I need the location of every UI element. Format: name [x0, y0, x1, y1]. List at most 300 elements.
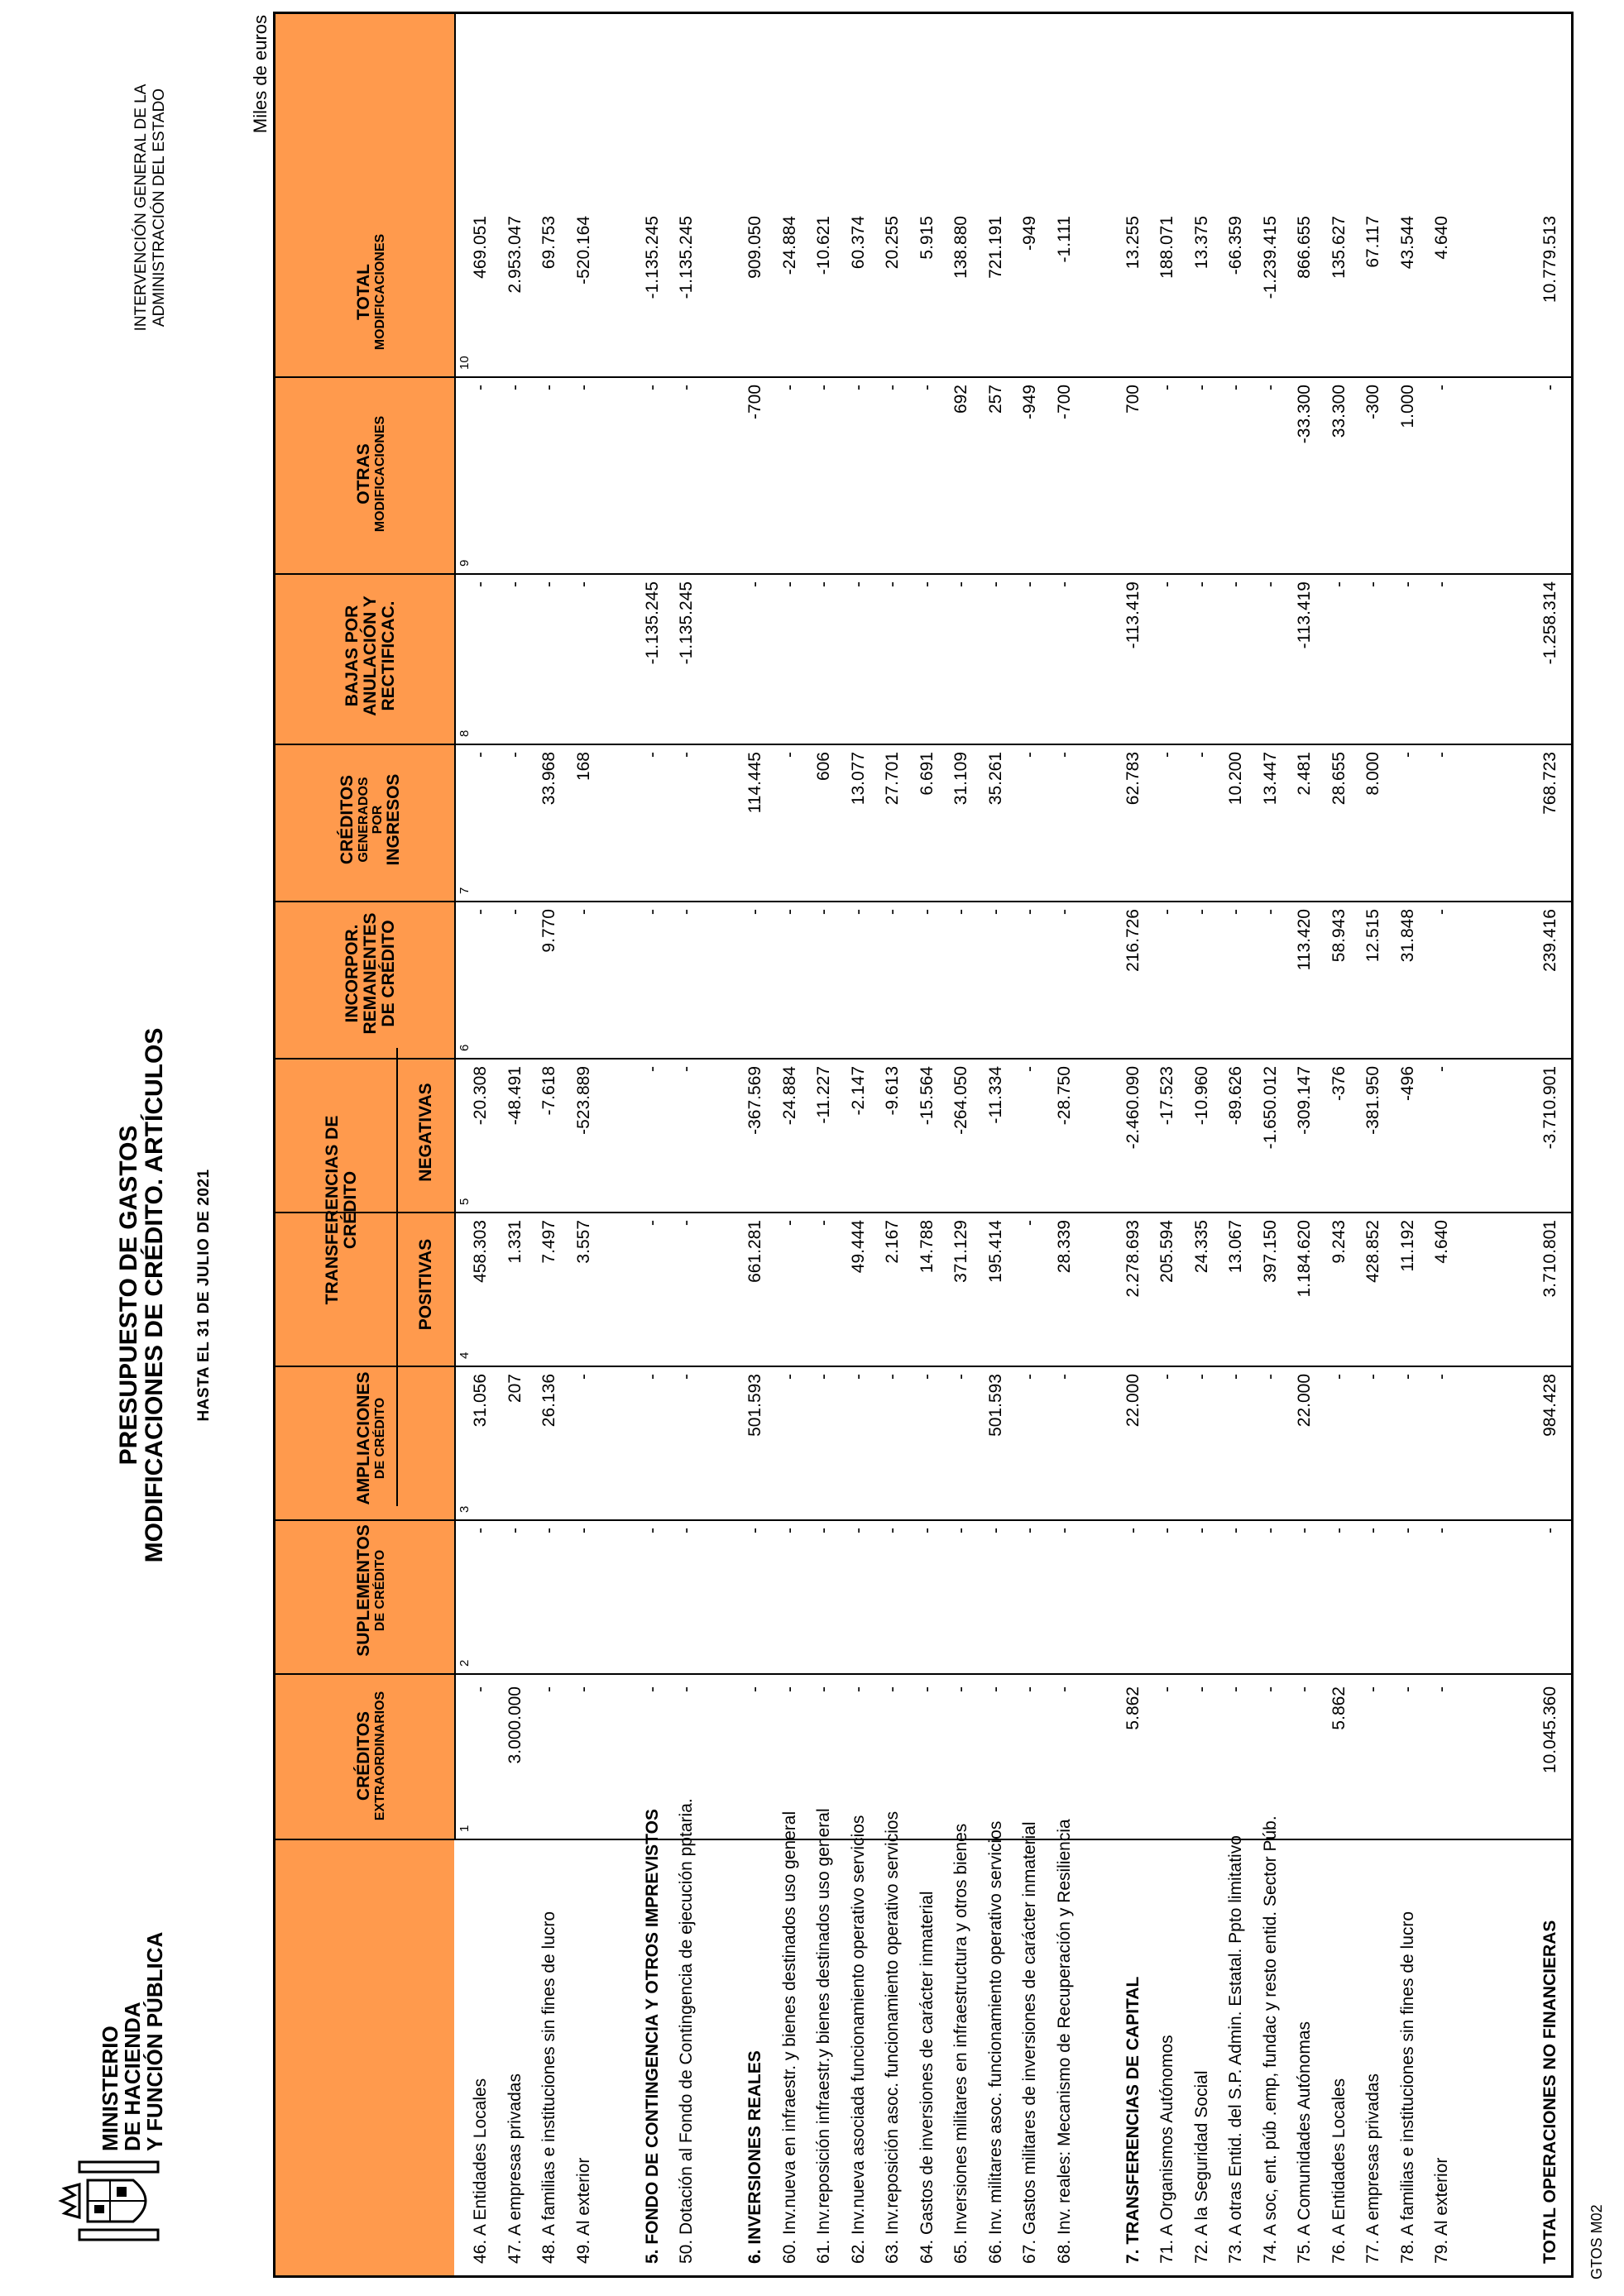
- cell-value: -10.960: [1191, 1066, 1211, 1126]
- cell-value: 984.428: [1540, 1374, 1559, 1437]
- cell-value: -: [1226, 1528, 1245, 1533]
- header-c6-line-3: DE CRÉDITO: [379, 920, 398, 1027]
- cell-value: -: [1123, 1528, 1143, 1533]
- header-c9-line-1: OTRAS: [353, 443, 373, 505]
- cell-value: -: [1432, 909, 1451, 915]
- title-line-2: MODIFICACIONES DE CRÉDITO. ARTÍCULOS: [141, 1027, 168, 1563]
- row-label: 72. A la Seguridad Social: [1191, 2070, 1211, 2264]
- cell-value: 195.414: [985, 1220, 1005, 1283]
- cell-value: 20.255: [883, 216, 902, 270]
- cell-value: -: [573, 1374, 593, 1380]
- header-c3-line-1: AMPLIACIONES: [353, 1371, 373, 1505]
- column-number: 6: [457, 1044, 472, 1051]
- cell-value: 114.445: [745, 752, 764, 814]
- cell-value: -1.135.245: [642, 216, 662, 299]
- row-label: 73. A otras Entid. del S.P. Admin. Estatal. Ppto limitativo: [1226, 1835, 1245, 2264]
- cell-value: -: [917, 1374, 937, 1380]
- cell-value: -309.147: [1295, 1066, 1314, 1135]
- cell-value: 67.117: [1363, 216, 1382, 268]
- cell-value: -949: [1020, 216, 1039, 251]
- cell-value: 3.710.801: [1540, 1220, 1559, 1298]
- report-title: [116, 923, 213, 1667]
- cell-value: 4.640: [1432, 216, 1451, 260]
- cell-value: -: [642, 385, 662, 390]
- row-label: 7. TRANSFERENCIAS DE CAPITAL: [1123, 1976, 1143, 2264]
- row-label: 5. FONDO DE CONTINGENCIA Y OTROS IMPREVISTOS: [642, 1809, 662, 2264]
- cell-value: -: [848, 385, 868, 390]
- cell-value: -: [505, 581, 525, 587]
- table-row: [1156, 14, 1179, 2275]
- cell-value: 2.278.693: [1123, 1220, 1143, 1298]
- cell-value: -: [779, 1528, 799, 1533]
- cell-value: 22.000: [1123, 1374, 1143, 1428]
- cell-value: -: [985, 581, 1005, 587]
- ministry-line-2: DE HACIENDA: [120, 2002, 145, 2151]
- cell-value: -: [677, 1066, 696, 1072]
- row-label: 6. INVERSIONES REALES: [745, 2050, 764, 2264]
- cell-value: -: [985, 909, 1005, 915]
- cell-value: -: [1054, 581, 1074, 587]
- cell-value: 13.375: [1191, 216, 1211, 270]
- cell-value: 397.150: [1260, 1220, 1280, 1283]
- column-number: 9: [457, 559, 472, 567]
- table-row: [710, 14, 733, 2275]
- column-number: 10: [457, 356, 472, 370]
- cell-value: -: [1432, 581, 1451, 587]
- row-label: 75. A Comunidades Autónomas: [1295, 2021, 1314, 2264]
- cell-value: 692: [951, 385, 970, 414]
- table-row: [1087, 14, 1110, 2275]
- cell-value: -1.135.245: [642, 581, 662, 665]
- header-c3-line-2: DE CRÉDITO: [372, 1397, 387, 1480]
- cell-value: -: [1020, 1066, 1039, 1072]
- header-c7-line-3: POR: [371, 805, 385, 835]
- cell-value: 1.331: [505, 1220, 525, 1264]
- header-c7-line-2: GENERADOS: [357, 777, 371, 863]
- cell-value: -: [779, 909, 799, 915]
- cell-value: -: [573, 581, 593, 587]
- cell-value: -24.884: [779, 216, 799, 275]
- cell-value: 606: [814, 752, 833, 782]
- cell-value: -: [1191, 581, 1211, 587]
- cell-value: 10.200: [1226, 752, 1245, 806]
- row-label: 62. Inv.nueva asociada funcionamiento operativo servicios: [848, 1815, 868, 2264]
- row-label: 67. Gastos militares de inversiones de carácter inmaterial: [1020, 1821, 1039, 2264]
- cell-value: -300: [1363, 385, 1382, 420]
- cell-value: -: [951, 1686, 970, 1692]
- cell-value: -: [1020, 752, 1039, 758]
- cell-value: -: [642, 1528, 662, 1533]
- cell-value: -: [779, 1374, 799, 1380]
- cell-value: -: [883, 1374, 902, 1380]
- cell-value: 257: [985, 385, 1005, 414]
- cell-value: 27.701: [883, 752, 902, 806]
- units-label: Miles de euros: [250, 15, 271, 134]
- cell-value: -: [814, 909, 833, 915]
- table-row: [778, 14, 802, 2275]
- row-label: 77. A empresas privadas: [1363, 2074, 1382, 2264]
- table-row: [1328, 14, 1351, 2275]
- table-section-row: [744, 14, 767, 2275]
- table-row: [1465, 14, 1488, 2275]
- cell-value: -: [677, 1686, 696, 1692]
- cell-value: 13.255: [1123, 216, 1143, 270]
- cell-value: -: [883, 581, 902, 587]
- cell-value: -700: [1054, 385, 1074, 420]
- cell-value: -: [471, 581, 490, 587]
- cell-value: 31.848: [1397, 909, 1417, 963]
- cell-value: -: [1020, 1686, 1039, 1692]
- row-label: 79. Al exterior: [1432, 2157, 1451, 2264]
- cell-value: -376: [1329, 1066, 1349, 1102]
- row-label: 46. A Entidades Locales: [471, 2078, 490, 2264]
- cell-value: -: [917, 385, 937, 390]
- cell-value: -: [1226, 1686, 1245, 1692]
- cell-value: -1.135.245: [677, 216, 696, 299]
- cell-value: -: [917, 1686, 937, 1692]
- cell-value: -264.050: [951, 1066, 970, 1135]
- cell-value: -: [745, 909, 764, 915]
- header-creditos-generados: [300, 745, 441, 894]
- table-row: [1499, 14, 1522, 2275]
- cell-value: -: [642, 1374, 662, 1380]
- cell-value: -1.111: [1054, 216, 1074, 263]
- title-line-1: PRESUPUESTO DE GASTOS: [115, 1125, 142, 1466]
- row-label: 47. A empresas privadas: [505, 2074, 525, 2264]
- cell-value: -: [471, 752, 490, 758]
- form-code: GTOS M02: [1588, 2204, 1605, 2279]
- cell-value: 58.943: [1329, 909, 1349, 963]
- cell-value: 205.594: [1157, 1220, 1176, 1283]
- organization-line-1: INTERVENCIÓN GENERAL DE LA: [132, 84, 150, 332]
- cell-value: -: [1329, 581, 1349, 587]
- modifications-table: [273, 12, 1574, 2278]
- cell-value: -367.569: [745, 1066, 764, 1135]
- cell-value: -: [471, 1528, 490, 1533]
- cell-value: -: [985, 1686, 1005, 1692]
- cell-value: -: [917, 1528, 937, 1533]
- cell-value: -: [779, 581, 799, 587]
- cell-value: 3.557: [573, 1220, 593, 1264]
- row-label: 74. A soc, ent. púb .emp, fundac y resto entid. Sector Púb.: [1260, 1815, 1280, 2264]
- header-divider: [454, 14, 456, 1840]
- cell-value: 721.191: [985, 216, 1005, 279]
- header-c6-line-2: REMANENTES: [361, 912, 380, 1035]
- header-c45-line-1: TRANSFERENCIAS DE: [323, 1115, 342, 1305]
- cell-value: -: [745, 581, 764, 587]
- cell-value: 13.077: [848, 752, 868, 806]
- table-row: [984, 14, 1008, 2275]
- cell-value: 69.753: [539, 216, 558, 270]
- row-label: 64. Gastos de inversiones de carácter inmaterial: [917, 1891, 937, 2264]
- cell-value: -: [1397, 752, 1417, 758]
- cell-value: -: [1157, 581, 1176, 587]
- cell-value: -1.258.314: [1540, 581, 1559, 665]
- table-section-row: [641, 14, 664, 2275]
- row-label: 63. Inv.reposición asoc. funcionamiento operativo servicios: [883, 1810, 902, 2264]
- cell-value: -: [883, 1686, 902, 1692]
- header-c9-line-2: MODIFICACIONES: [372, 415, 387, 533]
- row-label: 78. A familias e instituciones sin fines de lucro: [1397, 1911, 1417, 2264]
- cell-value: 10.045.360: [1540, 1686, 1559, 1774]
- header-otras-modificaciones: [300, 381, 441, 567]
- cell-value: -: [1226, 581, 1245, 587]
- cell-value: -: [1295, 1686, 1314, 1692]
- cell-value: 13.067: [1226, 1220, 1245, 1274]
- column-number: 7: [457, 887, 472, 894]
- header-positivas: POSITIVAS: [416, 1238, 435, 1331]
- cell-value: 35.261: [985, 752, 1005, 806]
- cell-value: 866.655: [1295, 216, 1314, 279]
- table-row: [1430, 14, 1454, 2275]
- cell-value: 428.852: [1363, 1220, 1382, 1283]
- column-number: 4: [457, 1351, 472, 1359]
- table-row: [916, 14, 939, 2275]
- cell-value: -89.626: [1226, 1066, 1245, 1126]
- cell-value: -: [1363, 1528, 1382, 1533]
- ministry-name: [99, 1932, 166, 2151]
- cell-value: -24.884: [779, 1066, 799, 1126]
- cell-value: 5.862: [1329, 1686, 1349, 1730]
- cell-value: -17.523: [1157, 1066, 1176, 1126]
- cell-value: 8.000: [1363, 752, 1382, 796]
- table-row: [950, 14, 973, 2275]
- cell-value: 3.000.000: [505, 1686, 525, 1764]
- cell-value: -: [1020, 1220, 1039, 1226]
- cell-value: -: [1432, 1686, 1451, 1692]
- header-c2-line-2: DE CRÉDITO: [372, 1549, 387, 1632]
- cell-value: 501.593: [745, 1374, 764, 1437]
- cell-value: 49.444: [848, 1220, 868, 1274]
- header-bajas-anulacion: [300, 575, 441, 737]
- cell-value: -: [917, 909, 937, 915]
- cell-value: -: [848, 1528, 868, 1533]
- cell-value: -: [883, 385, 902, 390]
- cell-value: -: [573, 1528, 593, 1533]
- table-row: [1362, 14, 1385, 2275]
- cell-value: -700: [745, 385, 764, 420]
- cell-value: -: [1260, 909, 1280, 915]
- cell-value: -: [1020, 581, 1039, 587]
- cell-value: -: [677, 1220, 696, 1226]
- cell-value: 7.497: [539, 1220, 558, 1264]
- cell-value: -: [1191, 385, 1211, 390]
- cell-value: -: [1157, 1686, 1176, 1692]
- cell-value: -7.618: [539, 1066, 558, 1116]
- cell-value: -: [883, 1528, 902, 1533]
- cell-value: -: [471, 1686, 490, 1692]
- report-subtitle: HASTA EL 31 DE JULIO DE 2021: [195, 1169, 213, 1422]
- cell-value: -: [677, 909, 696, 915]
- table-row: [881, 14, 904, 2275]
- cell-value: -: [1054, 1528, 1074, 1533]
- cell-value: 28.655: [1329, 752, 1349, 806]
- cell-value: -: [1432, 385, 1451, 390]
- header-incorporacion-remanentes: [300, 899, 441, 1048]
- cell-value: 371.129: [951, 1220, 970, 1283]
- cell-value: -: [814, 581, 833, 587]
- cell-value: -523.889: [573, 1066, 593, 1135]
- coat-of-arms-icon: [55, 2155, 170, 2246]
- header-c7-line-1: CRÉDITOS: [338, 774, 357, 865]
- cell-value: 469.051: [471, 216, 490, 279]
- cell-value: -: [1363, 581, 1382, 587]
- cell-value: -: [1363, 1374, 1382, 1380]
- row-label: 61. Inv.reposición infraestr.y bienes destinados uso general: [814, 1808, 833, 2264]
- cell-value: -381.950: [1363, 1066, 1382, 1135]
- cell-value: -113.419: [1123, 581, 1143, 649]
- header-c2-line-1: SUPLEMENTOS: [353, 1524, 373, 1657]
- cell-value: -11.334: [985, 1066, 1005, 1124]
- cell-value: 5.915: [917, 216, 937, 260]
- header-total-modificaciones: [300, 209, 441, 375]
- cell-value: -: [539, 1528, 558, 1533]
- cell-value: -: [1157, 1374, 1176, 1380]
- table-row: [812, 14, 836, 2275]
- cell-value: 1.000: [1397, 385, 1417, 428]
- header-ampliaciones: [300, 1361, 441, 1516]
- cell-value: -: [539, 385, 558, 390]
- cell-value: 26.136: [539, 1374, 558, 1428]
- row-label: 49. Al exterior: [573, 2157, 593, 2264]
- cell-value: -: [1295, 1528, 1314, 1533]
- cell-value: -3.710.901: [1540, 1066, 1559, 1150]
- column-number: 5: [457, 1198, 472, 1205]
- table-row: [1018, 14, 1042, 2275]
- cell-value: 2.167: [883, 1220, 902, 1264]
- cell-value: 700: [1123, 385, 1143, 414]
- cell-value: -33.300: [1295, 385, 1314, 444]
- table-row: [572, 14, 596, 2275]
- cell-value: -: [848, 1374, 868, 1380]
- table-row: [1396, 14, 1420, 2275]
- cell-value: 239.416: [1540, 909, 1559, 972]
- cell-value: -: [1260, 1686, 1280, 1692]
- organization-line-2: ADMINISTRACIÓN DEL ESTADO: [151, 88, 168, 328]
- cell-value: -: [1260, 385, 1280, 390]
- row-label: 68. Inv. reales: Mecanismo de Recuperación y Resiliencia: [1054, 1819, 1074, 2264]
- cell-value: -: [1260, 581, 1280, 587]
- cell-value: -: [1363, 1686, 1382, 1692]
- cell-value: -: [745, 1686, 764, 1692]
- cell-value: -2.460.090: [1123, 1066, 1143, 1150]
- table-section-row: [1539, 14, 1562, 2275]
- cell-value: 9.770: [539, 909, 558, 953]
- cell-value: -: [1020, 1374, 1039, 1380]
- cell-value: 33.300: [1329, 385, 1349, 438]
- organization-name: [132, 22, 169, 394]
- cell-value: 43.544: [1397, 216, 1417, 270]
- cell-value: -: [883, 909, 902, 915]
- cell-value: 1.184.620: [1295, 1220, 1314, 1298]
- cell-value: -496: [1397, 1066, 1417, 1102]
- cell-value: 909.050: [745, 216, 764, 279]
- table-section-row: [1122, 14, 1145, 2275]
- cell-value: -113.419: [1295, 581, 1314, 649]
- cell-value: -48.491: [505, 1066, 525, 1126]
- cell-value: -: [539, 581, 558, 587]
- cell-value: -: [1329, 1528, 1349, 1533]
- cell-value: -: [1191, 909, 1211, 915]
- cell-value: -: [1020, 909, 1039, 915]
- row-label: 50. Dotación al Fondo de Contingencia de ejecución pptaria.: [677, 1798, 696, 2264]
- cell-value: 62.783: [1123, 752, 1143, 806]
- cell-value: -: [505, 385, 525, 390]
- header-c45-line-2: CRÉDITO: [341, 1170, 360, 1250]
- cell-value: -: [642, 1220, 662, 1226]
- cell-value: -: [573, 385, 593, 390]
- row-label: 65. Inversiones militares en infraestructura y otros bienes: [951, 1823, 970, 2264]
- cell-value: 10.779.513: [1540, 216, 1559, 304]
- header-c1-line-2: EXTRAORDINARIOS: [372, 1691, 387, 1821]
- cell-value: -: [1397, 1528, 1417, 1533]
- cell-value: -: [848, 909, 868, 915]
- header-c1-line-1: CRÉDITOS: [353, 1710, 373, 1801]
- table-row: [606, 14, 630, 2275]
- cell-value: -: [745, 1528, 764, 1533]
- cell-value: -: [1432, 1528, 1451, 1533]
- cell-value: -: [1397, 581, 1417, 587]
- cell-value: -: [573, 1686, 593, 1692]
- row-label: 48. A familias e instituciones sin fines de lucro: [539, 1911, 558, 2264]
- cell-value: -: [1054, 909, 1074, 915]
- row-label: 76. A Entidades Locales: [1329, 2078, 1349, 2264]
- cell-value: 22.000: [1295, 1374, 1314, 1428]
- cell-value: -: [642, 1066, 662, 1072]
- cell-value: -: [1054, 1686, 1074, 1692]
- header-negativas: NEGATIVAS: [416, 1083, 435, 1182]
- cell-value: -: [1226, 385, 1245, 390]
- cell-value: -: [1020, 1528, 1039, 1533]
- cell-value: -: [471, 385, 490, 390]
- cell-value: -: [1226, 909, 1245, 915]
- cell-value: -: [1432, 1374, 1451, 1380]
- table-row: [1190, 14, 1214, 2275]
- cell-value: -: [951, 909, 970, 915]
- header-transferencias: [292, 1061, 391, 1359]
- cell-value: -20.308: [471, 1066, 490, 1126]
- table-row: [469, 14, 492, 2275]
- cell-value: -: [677, 752, 696, 758]
- cell-value: -: [1540, 385, 1559, 390]
- cell-value: -: [917, 581, 937, 587]
- table-row: [504, 14, 527, 2275]
- header-creditos-extraordinarios: [300, 1678, 441, 1834]
- cell-value: -: [1157, 752, 1176, 758]
- cell-value: -: [1191, 752, 1211, 758]
- row-label: 60. Inv.nueva en infraestr. y bienes destinados uso general: [779, 1810, 799, 2264]
- cell-value: 2.481: [1295, 752, 1314, 796]
- cell-value: 138.880: [951, 216, 970, 279]
- cell-value: -: [951, 1528, 970, 1533]
- cell-value: -1.135.245: [677, 581, 696, 665]
- table-row: [1224, 14, 1248, 2275]
- cell-value: -: [642, 752, 662, 758]
- header-c7-line-4: INGRESOS: [384, 773, 403, 866]
- cell-value: -9.613: [883, 1066, 902, 1116]
- header-suplementos: [300, 1513, 441, 1668]
- cell-value: 135.627: [1329, 216, 1349, 279]
- cell-value: 207: [505, 1374, 525, 1404]
- column-number: 3: [457, 1505, 472, 1513]
- cell-value: -: [814, 1374, 833, 1380]
- cell-value: 31.056: [471, 1374, 490, 1428]
- cell-value: 2.953.047: [505, 216, 525, 294]
- cell-value: -: [779, 752, 799, 758]
- table-row: [847, 14, 870, 2275]
- cell-value: -: [1226, 1374, 1245, 1380]
- cell-value: -: [1397, 1686, 1417, 1692]
